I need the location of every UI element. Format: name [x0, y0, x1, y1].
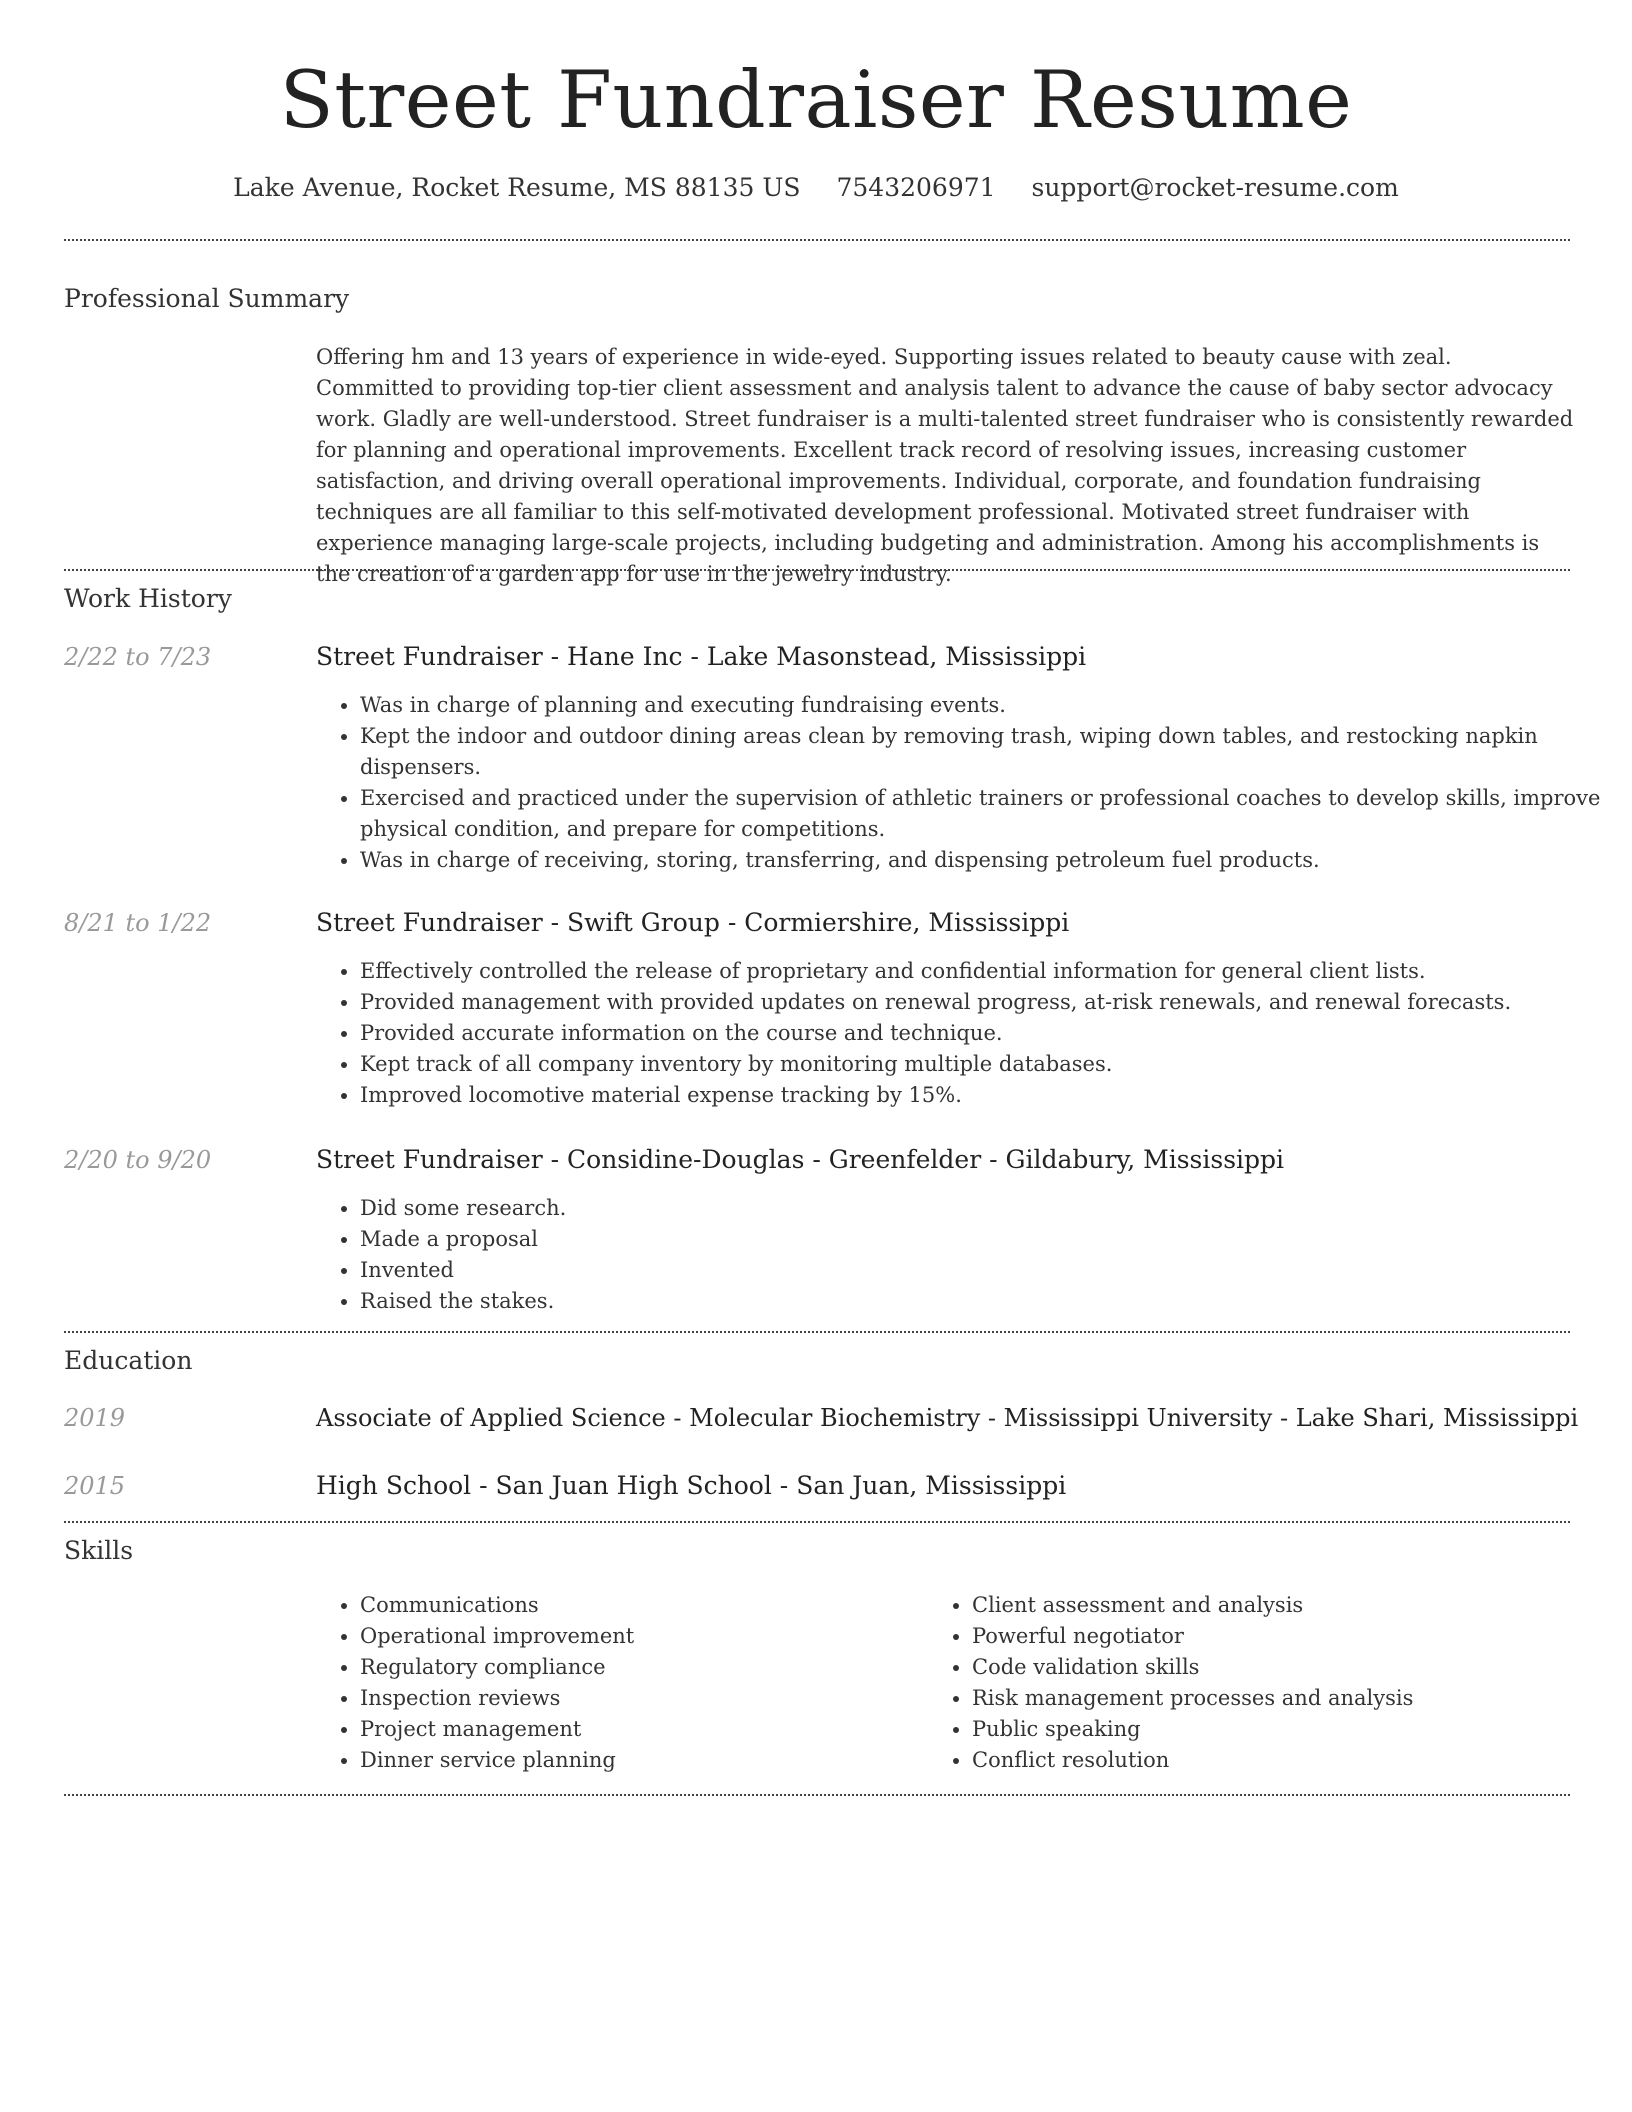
contact-address: Lake Avenue, Rocket Resume, MS 88135 US	[233, 173, 801, 202]
work-heading: Work History	[64, 584, 232, 613]
job-dates: 8/21 to 1/22	[64, 909, 212, 937]
list-item: • Inspection reviews	[360, 1683, 920, 1714]
list-item: • Was in charge of receiving, storing, transferring, and dispensing petroleum fuel products.	[360, 845, 1620, 876]
skills-list-left	[316, 1590, 920, 1776]
skills-heading: Skills	[64, 1536, 134, 1565]
education-heading: Education	[64, 1346, 193, 1375]
divider	[64, 1794, 1570, 1796]
list-item: • Client assessment and analysis	[972, 1590, 1612, 1621]
list-item: • Operational improvement	[360, 1621, 920, 1652]
job-bullets	[316, 690, 1620, 876]
list-item: • Raised the stakes.	[360, 1286, 1620, 1317]
list-item: • Regulatory compliance	[360, 1652, 920, 1683]
list-item: • Effectively controlled the release of proprietary and confidential information for general client lists.	[360, 956, 1620, 987]
list-item: • Code validation skills	[972, 1652, 1612, 1683]
divider	[64, 569, 1570, 571]
list-item: • Did some research.	[360, 1193, 1620, 1224]
summary-heading: Professional Summary	[64, 284, 350, 313]
education-title: Associate of Applied Science - Molecular Biochemistry - Mississippi University - Lake Shari, Mississippi	[316, 1404, 1579, 1432]
contact-line	[0, 170, 1632, 206]
resume-title: Street Fundraiser Resume	[279, 54, 1353, 146]
list-item: • Risk management processes and analysis	[972, 1683, 1612, 1714]
list-item: • Conflict resolution	[972, 1745, 1612, 1776]
list-item: • Provided management with provided updates on renewal progress, at-risk renewals, and renewal forecasts.	[360, 987, 1620, 1018]
education-title: High School - San Juan High School - San Juan, Mississippi	[316, 1471, 1067, 1500]
list-item: • Powerful negotiator	[972, 1621, 1612, 1652]
list-item: • Public speaking	[972, 1714, 1612, 1745]
list-item: • Provided accurate information on the course and technique.	[360, 1018, 1620, 1049]
job-title: Street Fundraiser - Swift Group - Cormiershire, Mississippi	[316, 908, 1070, 937]
contact-email: support@rocket-resume.com	[1031, 173, 1399, 202]
divider	[64, 239, 1570, 241]
job-bullets	[316, 1193, 1620, 1317]
job-dates: 2/20 to 9/20	[64, 1146, 212, 1174]
divider	[64, 1521, 1570, 1523]
job-title: Street Fundraiser - Hane Inc - Lake Masonstead, Mississippi	[316, 642, 1087, 671]
list-item: • Kept the indoor and outdoor dining areas clean by removing trash, wiping down tables, and restocking napkin dispensers.	[360, 721, 1620, 783]
list-item: • Made a proposal	[360, 1224, 1620, 1255]
summary-text: Offering hm and 13 years of experience in wide-eyed. Supporting issues related to beauty cause with zeal. Committed to providing top-tier client assessment and analysis talent to advance the cause of baby sector advocacy work. Gladly are well-understood. Street fundraiser is a multi-talented street fundraiser who is consistently rewarded for planning and operational improvements. Excellent track record of resolving issues, increasing customer satisfaction, and driving overall operational improvements. Individual, corporate, and foundation fundraising techniques are all familiar to this self-motivated development professional. Motivated street fundraiser with experience managing large-scale projects, including budgeting and administration. Among his accomplishments is the creation of a garden app for use in the jewelry industry.	[316, 345, 1574, 586]
list-item: • Was in charge of planning and executing fundraising events.	[360, 690, 1620, 721]
list-item: • Invented	[360, 1255, 1620, 1286]
list-item: • Exercised and practiced under the supervision of athletic trainers or professional coaches to develop skills, improve physical condition, and prepare for competitions.	[360, 783, 1620, 845]
education-year: 2015	[64, 1472, 126, 1500]
job-bullets	[316, 956, 1620, 1111]
contact-phone: 7543206971	[836, 173, 996, 202]
job-title: Street Fundraiser - Considine-Douglas - Greenfelder - Gildabury, Mississippi	[316, 1145, 1285, 1174]
skills-list-right	[928, 1590, 1612, 1776]
list-item: • Kept track of all company inventory by monitoring multiple databases.	[360, 1049, 1620, 1080]
list-item: • Dinner service planning	[360, 1745, 920, 1776]
divider	[64, 1331, 1570, 1333]
list-item: • Communications	[360, 1590, 920, 1621]
list-item: • Improved locomotive material expense tracking by 15%.	[360, 1080, 1620, 1111]
education-year: 2019	[64, 1404, 126, 1432]
list-item: • Project management	[360, 1714, 920, 1745]
job-dates: 2/22 to 7/23	[64, 643, 212, 671]
